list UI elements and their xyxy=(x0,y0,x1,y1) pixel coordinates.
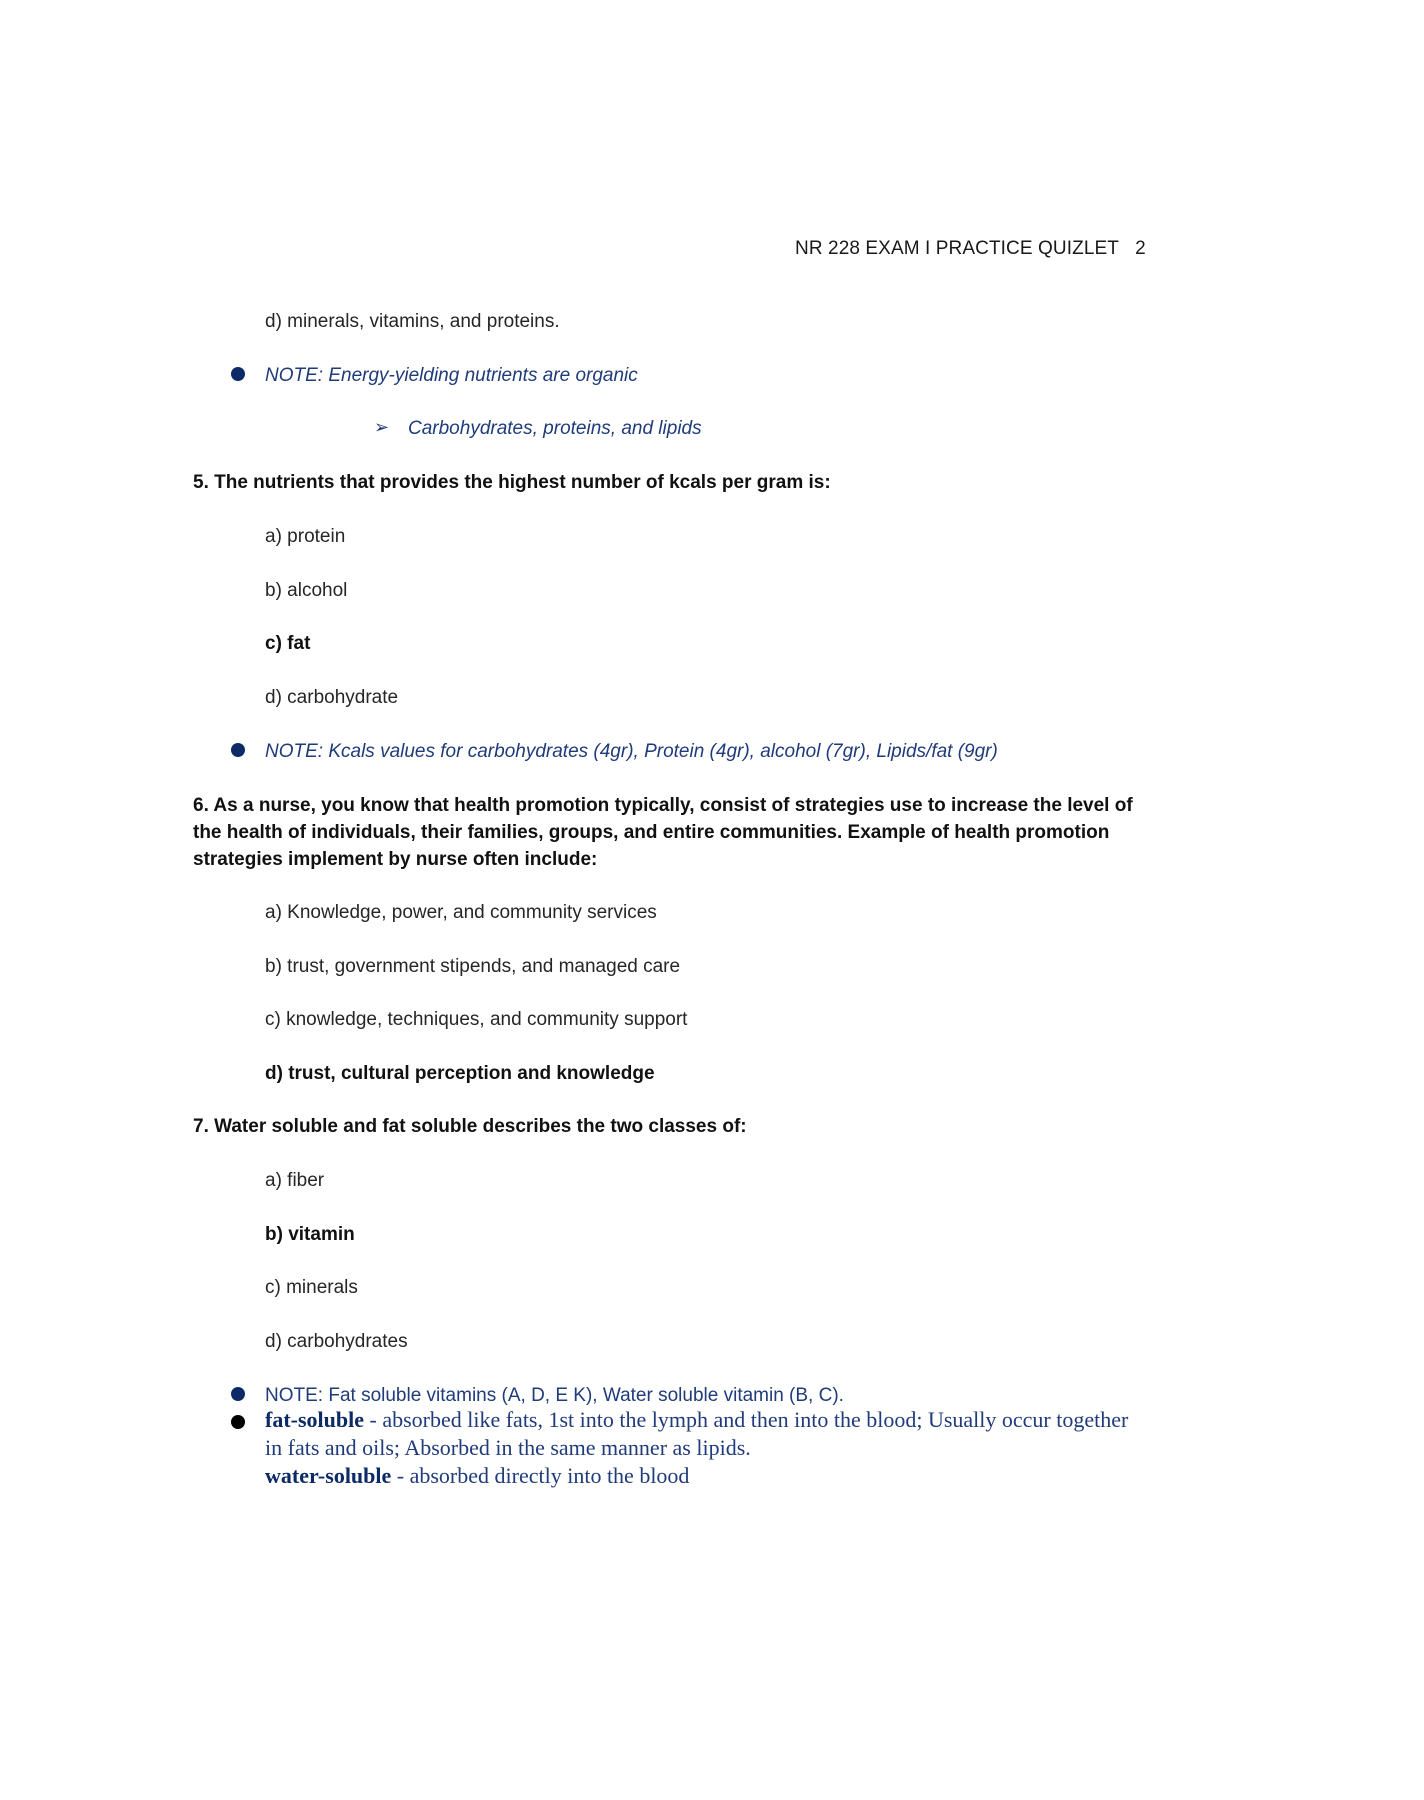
q7-option-d: d) carbohydrates xyxy=(265,1331,408,1352)
q6-question: 6. As a nurse, you know that health promotion typically, consist of strategies use to increase the level of the health of individuals, their families, groups, and entire communities. Example of health promotion strategies implement by nurse often include: xyxy=(193,795,1133,870)
running-header xyxy=(795,238,1146,260)
q5-option-b: b) alcohol xyxy=(265,580,348,601)
q5-option-a: a) protein xyxy=(265,526,346,547)
q5-question: 5. The nutrients that provides the highest number of kcals per gram is: xyxy=(193,472,831,493)
q7-soluble-definitions xyxy=(265,1406,1145,1490)
q6-option-d-answer: d) trust, cultural perception and knowledge xyxy=(265,1063,655,1084)
bullet-icon xyxy=(231,743,245,757)
bullet-icon xyxy=(231,1387,245,1401)
q6-option-b: b) trust, government stipends, and managed care xyxy=(265,956,681,977)
q7-note: NOTE: Fat soluble vitamins (A, D, E K), Water soluble vitamin (B, C). xyxy=(265,1385,844,1406)
page-number: 2 xyxy=(1135,238,1146,259)
q7-option-b-answer: b) vitamin xyxy=(265,1224,355,1245)
fat-soluble-term: fat-soluble xyxy=(265,1407,364,1432)
running-head-title: NR 228 EXAM I PRACTICE QUIZLET xyxy=(795,238,1119,259)
fat-soluble-definition: - absorbed like fats, 1st into the lymph and then into the blood; Usually occur together in fats and oils; Absorbed in the same manner as lipids. xyxy=(265,1407,1129,1460)
q4-note: NOTE: Energy-yielding nutrients are organic xyxy=(265,365,638,386)
q5-option-c-answer: c) fat xyxy=(265,633,311,654)
q7-option-a: a) fiber xyxy=(265,1170,325,1191)
arrow-bullet-icon: ➢ xyxy=(374,417,390,437)
q5-note: NOTE: Kcals values for carbohydrates (4gr), Protein (4gr), alcohol (7gr), Lipids/fat (9gr) xyxy=(265,741,998,762)
q5-option-d: d) carbohydrate xyxy=(265,687,399,708)
q4-sub-note: Carbohydrates, proteins, and lipids xyxy=(408,418,702,439)
q7-option-c: c) minerals xyxy=(265,1277,358,1298)
q6-option-c: c) knowledge, techniques, and community support xyxy=(265,1009,688,1030)
water-soluble-term: water-soluble xyxy=(265,1463,392,1488)
q7-question: 7. Water soluble and fat soluble describes the two classes of: xyxy=(193,1116,747,1137)
bullet-icon xyxy=(231,367,245,381)
bullet-icon xyxy=(231,1415,245,1429)
water-soluble-definition: - absorbed directly into the blood xyxy=(391,1463,690,1488)
q6-option-a: a) Knowledge, power, and community services xyxy=(265,902,657,923)
q4-option-d: d) minerals, vitamins, and proteins. xyxy=(265,311,560,332)
